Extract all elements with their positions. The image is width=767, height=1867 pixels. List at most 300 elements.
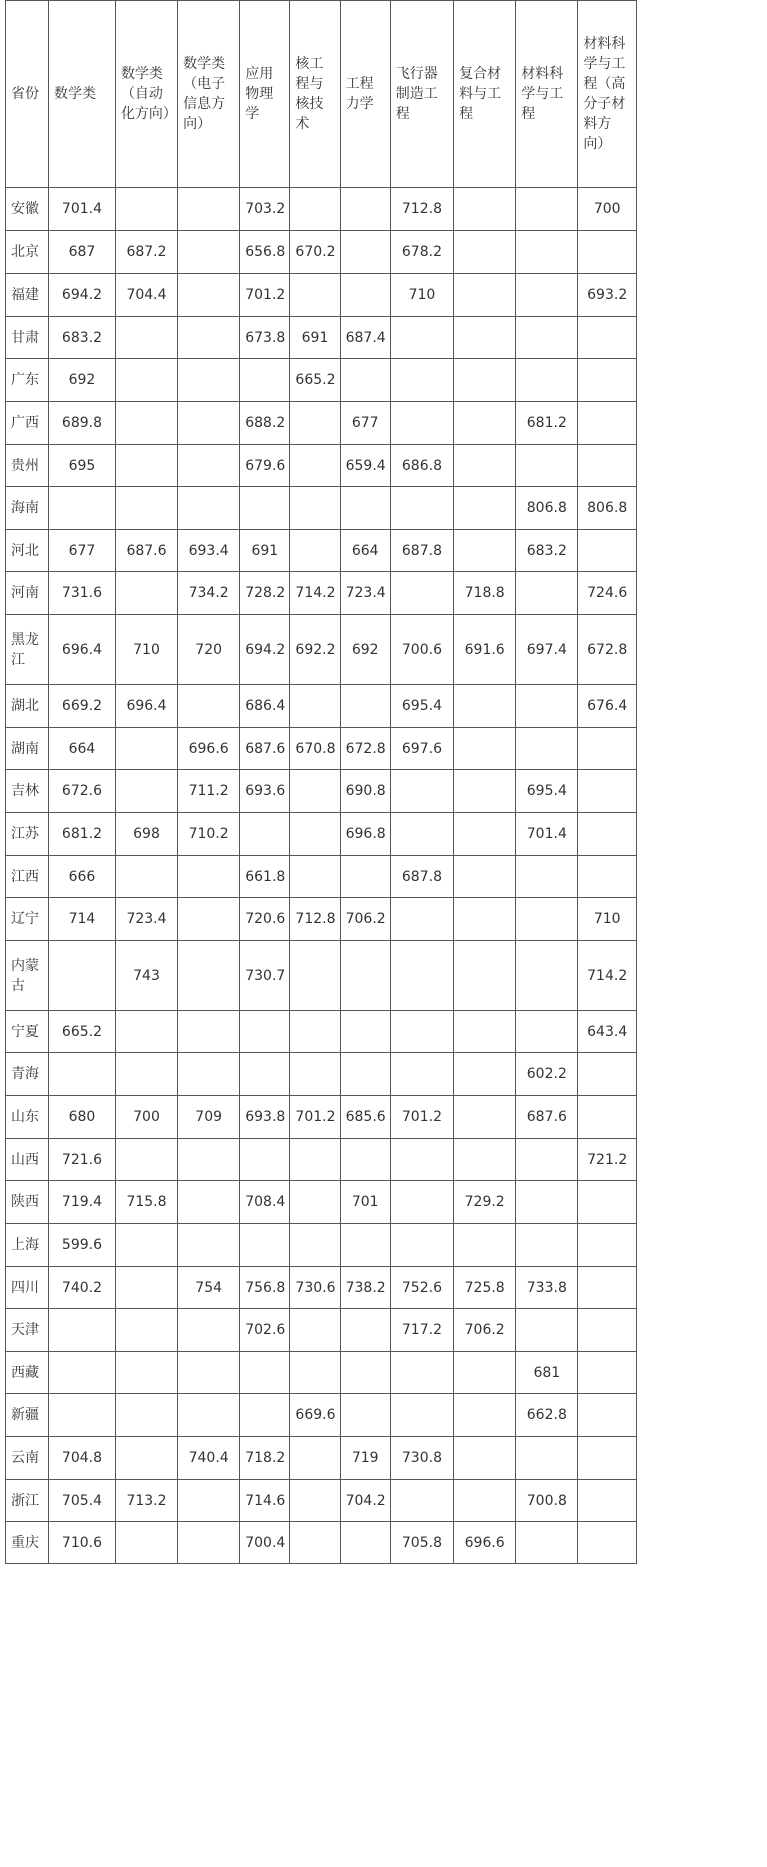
score-cell: 681.2 (516, 402, 578, 445)
score-cell: 701.2 (390, 1096, 453, 1139)
score-cell: 686.8 (390, 445, 453, 487)
table-row (6, 898, 637, 941)
score-cell (516, 445, 578, 487)
score-cell: 692 (49, 359, 116, 402)
header-cell-aircraft-manufacturing: 飞行器制造工程 (390, 1, 453, 188)
score-cell (290, 1181, 340, 1224)
province-cell: 重庆 (6, 1522, 49, 1564)
score-cell (454, 1224, 516, 1267)
header-cell-math-electronics: 数学类（电子信息方向） (178, 1, 240, 188)
header-cell-polymer-materials: 材料科学与工程（高分子材料方向） (578, 1, 637, 188)
score-cell: 701 (340, 1181, 390, 1224)
score-cell: 705.4 (49, 1480, 116, 1522)
score-cell (578, 1053, 637, 1096)
score-cell: 708.4 (240, 1181, 290, 1224)
score-cell: 710.6 (49, 1522, 116, 1564)
score-cell (340, 685, 390, 728)
table-row (6, 1267, 637, 1309)
score-cell: 692 (340, 615, 390, 685)
score-cell: 693.8 (240, 1096, 290, 1139)
score-cell: 687.4 (340, 317, 390, 359)
score-cell: 714 (49, 898, 116, 941)
score-cell (340, 1224, 390, 1267)
score-cell (115, 1352, 177, 1394)
score-cell (578, 1522, 637, 1564)
score-cell: 695 (49, 445, 116, 487)
province-cell: 甘肃 (6, 317, 49, 359)
score-cell (290, 1053, 340, 1096)
score-cell (290, 813, 340, 856)
table-row (6, 685, 637, 728)
score-cell (178, 898, 240, 941)
score-cell (578, 770, 637, 813)
score-cell: 665.2 (49, 1011, 116, 1053)
score-cell (578, 1181, 637, 1224)
score-cell (516, 856, 578, 898)
score-cell (290, 274, 340, 317)
table-row (6, 1309, 637, 1352)
score-cell (578, 530, 637, 572)
table-row (6, 941, 637, 1011)
score-cell (115, 728, 177, 770)
score-cell: 643.4 (578, 1011, 637, 1053)
score-cell (178, 1309, 240, 1352)
score-cell: 695.4 (390, 685, 453, 728)
table-header (6, 1, 637, 188)
score-cell: 691 (290, 317, 340, 359)
score-cell (390, 1394, 453, 1437)
score-cell: 752.6 (390, 1267, 453, 1309)
header-cell-applied-physics: 应用物理学 (240, 1, 290, 188)
score-cell (115, 1224, 177, 1267)
table-container (5, 0, 767, 1564)
score-cell (290, 1309, 340, 1352)
score-cell: 706.2 (340, 898, 390, 941)
score-cell (454, 898, 516, 941)
table-row (6, 188, 637, 231)
score-cell (178, 1522, 240, 1564)
score-cell (390, 1139, 453, 1181)
score-cell: 714.2 (578, 941, 637, 1011)
score-cell (340, 1011, 390, 1053)
province-cell: 上海 (6, 1224, 49, 1267)
province-cell: 河南 (6, 572, 49, 615)
score-cell: 710.2 (178, 813, 240, 856)
score-cell (178, 402, 240, 445)
province-cell: 青海 (6, 1053, 49, 1096)
table-row (6, 402, 637, 445)
score-cell (390, 317, 453, 359)
score-cell (578, 1096, 637, 1139)
score-cell: 680 (49, 1096, 116, 1139)
score-cell (178, 188, 240, 231)
score-cell: 730.8 (390, 1437, 453, 1480)
score-cell (240, 1352, 290, 1394)
score-cell (454, 856, 516, 898)
score-cell: 670.2 (290, 231, 340, 274)
score-cell (340, 231, 390, 274)
score-cell (454, 487, 516, 530)
province-cell: 西藏 (6, 1352, 49, 1394)
score-cell: 656.8 (240, 231, 290, 274)
table-row (6, 1394, 637, 1437)
score-cell (390, 487, 453, 530)
score-cell (115, 445, 177, 487)
score-cell (115, 770, 177, 813)
province-cell: 山东 (6, 1096, 49, 1139)
score-cell (454, 530, 516, 572)
score-cell (454, 1480, 516, 1522)
table-row (6, 1139, 637, 1181)
score-cell (178, 487, 240, 530)
header-cell-nuclear-engineering: 核工程与核技术 (290, 1, 340, 188)
score-cell (290, 402, 340, 445)
table-row (6, 1181, 637, 1224)
score-cell (115, 1011, 177, 1053)
score-cell: 693.6 (240, 770, 290, 813)
score-cell: 691 (240, 530, 290, 572)
score-cell (390, 572, 453, 615)
score-cell: 687.8 (390, 856, 453, 898)
province-cell: 新疆 (6, 1394, 49, 1437)
score-cell: 672.8 (340, 728, 390, 770)
score-cell: 719 (340, 1437, 390, 1480)
score-cell (516, 1309, 578, 1352)
table-row (6, 1437, 637, 1480)
score-cell (290, 856, 340, 898)
score-cell: 806.8 (578, 487, 637, 530)
score-cell: 743 (115, 941, 177, 1011)
score-cell: 712.8 (290, 898, 340, 941)
score-cell: 659.4 (340, 445, 390, 487)
score-cell (454, 1394, 516, 1437)
score-cell (516, 1181, 578, 1224)
score-table (5, 0, 637, 1564)
score-cell (390, 1053, 453, 1096)
score-cell: 677 (49, 530, 116, 572)
score-cell (49, 1053, 116, 1096)
score-cell: 670.8 (290, 728, 340, 770)
score-cell: 696.4 (115, 685, 177, 728)
score-cell: 704.8 (49, 1437, 116, 1480)
score-cell (115, 1139, 177, 1181)
table-body (6, 188, 637, 1564)
score-cell (340, 274, 390, 317)
score-cell (516, 728, 578, 770)
score-cell (290, 487, 340, 530)
score-cell (115, 1309, 177, 1352)
score-cell (178, 231, 240, 274)
score-cell: 728.2 (240, 572, 290, 615)
score-cell (290, 770, 340, 813)
score-cell (340, 1053, 390, 1096)
score-cell: 693.4 (178, 530, 240, 572)
score-cell (178, 1480, 240, 1522)
score-cell (454, 728, 516, 770)
score-cell (178, 317, 240, 359)
score-cell: 702.6 (240, 1309, 290, 1352)
score-cell (290, 685, 340, 728)
score-cell: 687 (49, 231, 116, 274)
header-row (6, 1, 637, 188)
score-cell (115, 487, 177, 530)
score-cell: 806.8 (516, 487, 578, 530)
score-cell: 602.2 (516, 1053, 578, 1096)
score-cell: 723.4 (115, 898, 177, 941)
table-row (6, 530, 637, 572)
score-cell (340, 1309, 390, 1352)
score-cell (578, 1437, 637, 1480)
province-cell: 江苏 (6, 813, 49, 856)
score-cell (178, 685, 240, 728)
score-cell (454, 813, 516, 856)
score-cell: 693.2 (578, 274, 637, 317)
score-cell: 690.8 (340, 770, 390, 813)
score-cell (516, 317, 578, 359)
score-cell (390, 1181, 453, 1224)
table-row (6, 1053, 637, 1096)
score-cell (578, 317, 637, 359)
table-row (6, 317, 637, 359)
score-cell: 672.6 (49, 770, 116, 813)
score-cell: 729.2 (454, 1181, 516, 1224)
score-cell (340, 941, 390, 1011)
province-cell: 湖北 (6, 685, 49, 728)
province-cell: 浙江 (6, 1480, 49, 1522)
score-cell (454, 685, 516, 728)
score-cell (454, 1096, 516, 1139)
score-cell (578, 359, 637, 402)
province-cell: 宁夏 (6, 1011, 49, 1053)
score-cell (178, 856, 240, 898)
score-cell (290, 1522, 340, 1564)
score-cell (178, 941, 240, 1011)
score-cell (49, 1394, 116, 1437)
score-cell (115, 1053, 177, 1096)
score-cell: 738.2 (340, 1267, 390, 1309)
score-cell: 681 (516, 1352, 578, 1394)
score-cell: 754 (178, 1267, 240, 1309)
score-cell (578, 1394, 637, 1437)
province-cell: 河北 (6, 530, 49, 572)
score-cell (240, 1011, 290, 1053)
score-cell (516, 188, 578, 231)
table-row (6, 1096, 637, 1139)
score-cell: 676.4 (578, 685, 637, 728)
province-cell: 四川 (6, 1267, 49, 1309)
score-cell: 683.2 (49, 317, 116, 359)
score-cell (516, 898, 578, 941)
score-cell: 669.2 (49, 685, 116, 728)
score-cell: 723.4 (340, 572, 390, 615)
province-cell: 福建 (6, 274, 49, 317)
score-cell: 681.2 (49, 813, 116, 856)
score-cell: 717.2 (390, 1309, 453, 1352)
score-cell: 720 (178, 615, 240, 685)
table-row (6, 770, 637, 813)
score-cell (516, 685, 578, 728)
score-cell: 718.2 (240, 1437, 290, 1480)
score-cell: 721.2 (578, 1139, 637, 1181)
table-row (6, 1352, 637, 1394)
score-cell (178, 1139, 240, 1181)
header-cell-math: 数学类 (49, 1, 116, 188)
province-cell: 内蒙古 (6, 941, 49, 1011)
score-cell (115, 572, 177, 615)
header-cell-composite-materials: 复合材料与工程 (454, 1, 516, 188)
score-cell (115, 1437, 177, 1480)
score-cell: 691.6 (454, 615, 516, 685)
score-cell (178, 1181, 240, 1224)
score-cell (240, 1394, 290, 1437)
score-cell: 724.6 (578, 572, 637, 615)
score-cell: 694.2 (240, 615, 290, 685)
score-cell (390, 1224, 453, 1267)
score-cell (290, 1480, 340, 1522)
score-cell: 705.8 (390, 1522, 453, 1564)
score-cell: 687.6 (115, 530, 177, 572)
score-cell (578, 231, 637, 274)
score-cell (340, 1139, 390, 1181)
score-cell: 730.6 (290, 1267, 340, 1309)
table-row (6, 856, 637, 898)
score-cell (516, 1437, 578, 1480)
score-cell: 701.2 (240, 274, 290, 317)
province-cell: 辽宁 (6, 898, 49, 941)
score-cell (115, 188, 177, 231)
score-cell: 701.4 (49, 188, 116, 231)
score-cell (290, 445, 340, 487)
score-cell (49, 941, 116, 1011)
table-row (6, 1480, 637, 1522)
score-cell: 701.4 (516, 813, 578, 856)
score-cell: 665.2 (290, 359, 340, 402)
score-cell: 715.8 (115, 1181, 177, 1224)
score-cell: 700 (578, 188, 637, 231)
score-cell (516, 231, 578, 274)
score-cell (578, 856, 637, 898)
score-cell: 695.4 (516, 770, 578, 813)
province-cell: 海南 (6, 487, 49, 530)
score-cell: 685.6 (340, 1096, 390, 1139)
score-cell: 725.8 (454, 1267, 516, 1309)
score-cell (516, 1139, 578, 1181)
score-cell: 733.8 (516, 1267, 578, 1309)
score-cell: 706.2 (454, 1309, 516, 1352)
score-cell: 669.6 (290, 1394, 340, 1437)
score-cell (178, 1224, 240, 1267)
score-cell: 709 (178, 1096, 240, 1139)
score-cell: 664 (340, 530, 390, 572)
score-cell: 731.6 (49, 572, 116, 615)
score-cell: 697.6 (390, 728, 453, 770)
score-cell (578, 1267, 637, 1309)
score-cell (516, 1011, 578, 1053)
score-cell (578, 1224, 637, 1267)
score-cell (516, 1522, 578, 1564)
score-cell: 730.7 (240, 941, 290, 1011)
header-cell-engineering-mechanics: 工程力学 (340, 1, 390, 188)
score-cell (578, 1309, 637, 1352)
score-cell (178, 274, 240, 317)
score-cell: 712.8 (390, 188, 453, 231)
score-cell: 686.4 (240, 685, 290, 728)
score-cell: 661.8 (240, 856, 290, 898)
score-cell: 673.8 (240, 317, 290, 359)
score-cell: 664 (49, 728, 116, 770)
score-cell (390, 770, 453, 813)
score-cell (454, 317, 516, 359)
score-cell (290, 188, 340, 231)
score-cell (516, 941, 578, 1011)
score-cell (115, 317, 177, 359)
score-cell (340, 359, 390, 402)
province-cell: 天津 (6, 1309, 49, 1352)
score-cell: 689.8 (49, 402, 116, 445)
score-cell (49, 487, 116, 530)
score-cell (390, 402, 453, 445)
score-cell (49, 1352, 116, 1394)
score-cell (454, 1437, 516, 1480)
score-cell: 740.4 (178, 1437, 240, 1480)
score-cell (290, 1139, 340, 1181)
score-cell: 677 (340, 402, 390, 445)
table-row (6, 231, 637, 274)
score-cell: 700.4 (240, 1522, 290, 1564)
score-cell: 703.2 (240, 188, 290, 231)
score-cell (516, 572, 578, 615)
score-cell (240, 487, 290, 530)
score-cell: 678.2 (390, 231, 453, 274)
score-cell: 599.6 (49, 1224, 116, 1267)
province-cell: 山西 (6, 1139, 49, 1181)
score-cell (454, 770, 516, 813)
score-cell (516, 274, 578, 317)
province-cell: 北京 (6, 231, 49, 274)
score-cell: 666 (49, 856, 116, 898)
score-cell: 672.8 (578, 615, 637, 685)
score-cell (178, 359, 240, 402)
table-row (6, 1522, 637, 1564)
province-cell: 陕西 (6, 1181, 49, 1224)
header-cell-province: 省份 (6, 1, 49, 188)
table-row (6, 487, 637, 530)
score-cell (290, 530, 340, 572)
score-cell: 704.4 (115, 274, 177, 317)
score-cell: 696.6 (454, 1522, 516, 1564)
province-cell: 广东 (6, 359, 49, 402)
score-cell: 740.2 (49, 1267, 116, 1309)
score-cell (578, 1480, 637, 1522)
score-cell: 679.6 (240, 445, 290, 487)
score-cell: 710 (390, 274, 453, 317)
score-cell (454, 1139, 516, 1181)
score-cell (340, 188, 390, 231)
score-cell (178, 1352, 240, 1394)
score-cell (115, 1267, 177, 1309)
score-cell (390, 813, 453, 856)
score-cell (290, 1224, 340, 1267)
score-cell (290, 941, 340, 1011)
score-cell: 692.2 (290, 615, 340, 685)
score-cell (115, 1394, 177, 1437)
province-cell: 湖南 (6, 728, 49, 770)
score-cell (340, 856, 390, 898)
score-cell: 714.2 (290, 572, 340, 615)
table-row (6, 728, 637, 770)
score-cell: 713.2 (115, 1480, 177, 1522)
score-cell: 683.2 (516, 530, 578, 572)
